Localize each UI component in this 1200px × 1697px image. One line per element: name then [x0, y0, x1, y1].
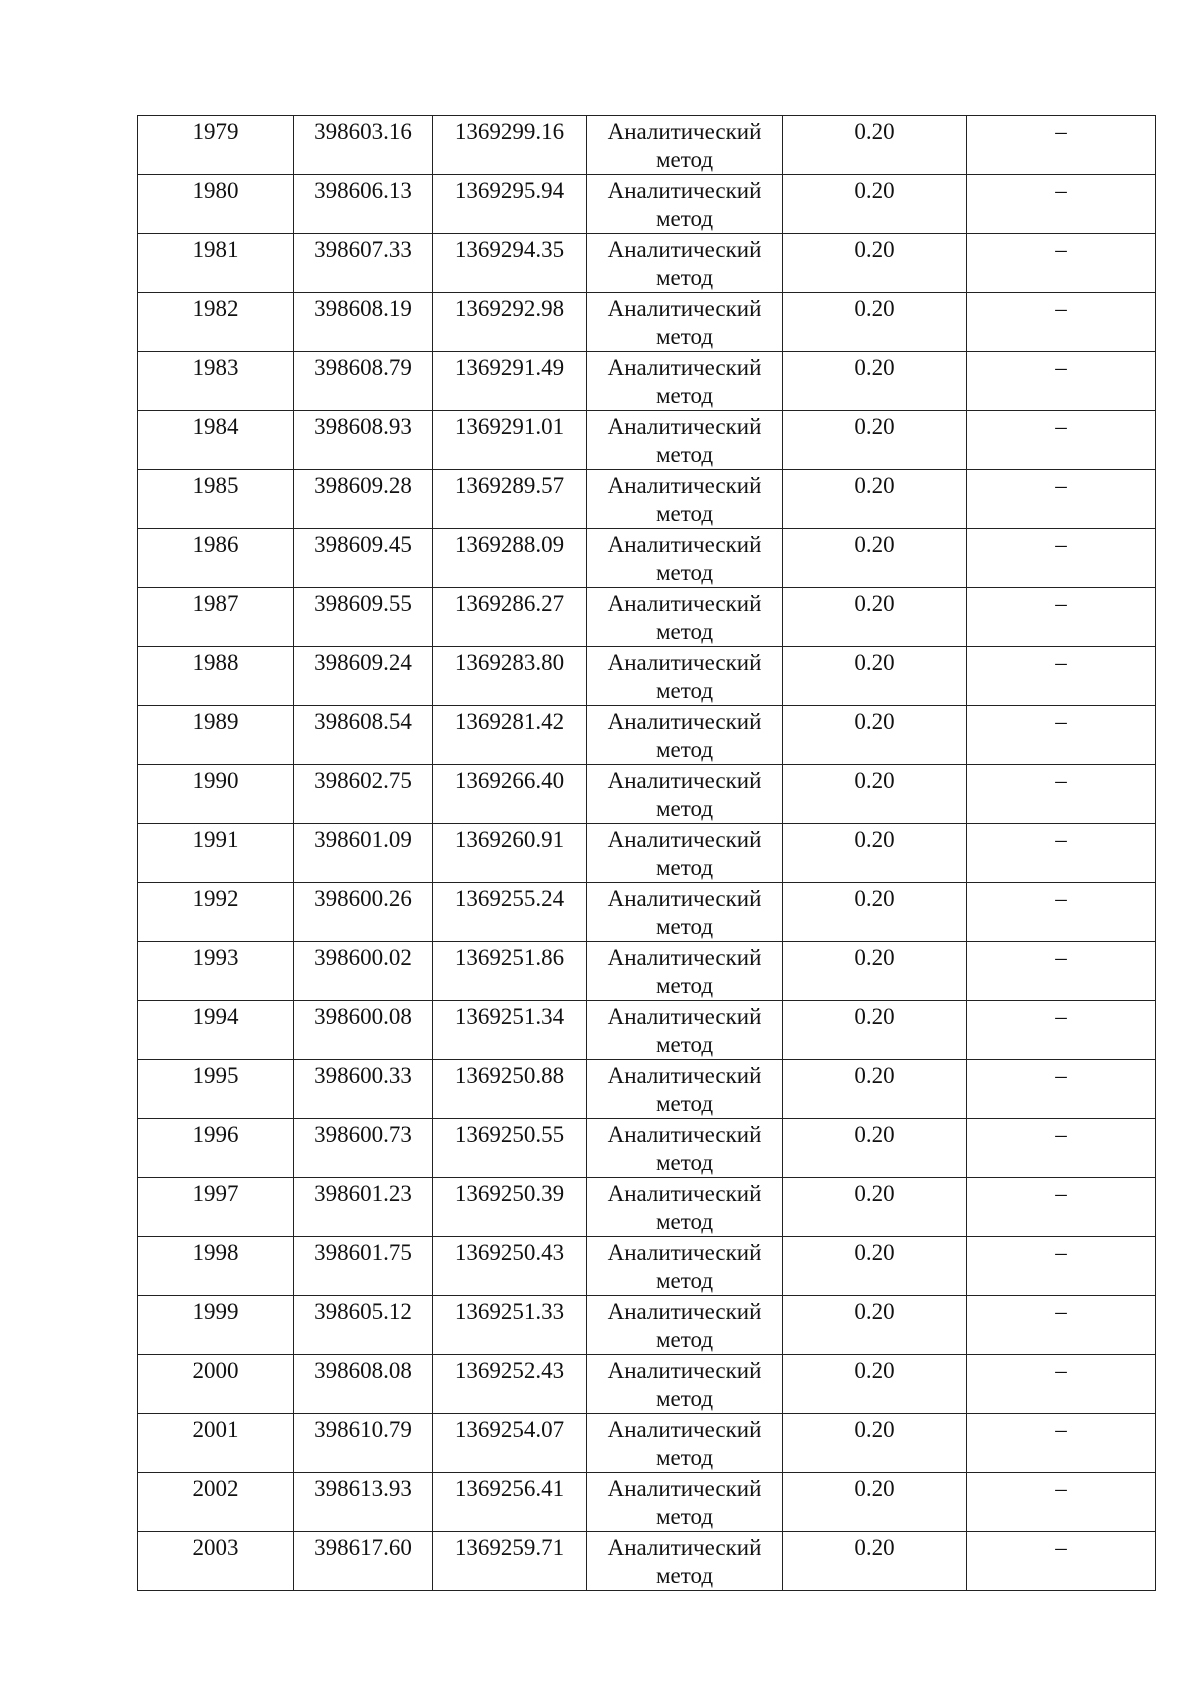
cell-point: 1980 — [138, 175, 294, 234]
cell-point: 2001 — [138, 1414, 294, 1473]
cell-point: 1994 — [138, 1001, 294, 1060]
cell-accuracy: 0.20 — [783, 529, 967, 588]
cell-y: 1369256.41 — [433, 1473, 587, 1532]
cell-x: 398601.23 — [294, 1178, 433, 1237]
cell-point: 1979 — [138, 116, 294, 175]
cell-method: Аналитический метод — [587, 942, 783, 1001]
coordinates-table-body — [138, 116, 1156, 1591]
cell-point: 1987 — [138, 588, 294, 647]
cell-y: 1369259.71 — [433, 1532, 587, 1591]
cell-x: 398607.33 — [294, 234, 433, 293]
cell-note: – — [967, 1001, 1156, 1060]
cell-note: – — [967, 1119, 1156, 1178]
cell-x: 398609.28 — [294, 470, 433, 529]
cell-note: – — [967, 1296, 1156, 1355]
cell-y: 1369250.43 — [433, 1237, 587, 1296]
cell-y: 1369281.42 — [433, 706, 587, 765]
cell-point: 1999 — [138, 1296, 294, 1355]
cell-point: 1986 — [138, 529, 294, 588]
table-row — [138, 1355, 1156, 1414]
cell-accuracy: 0.20 — [783, 1001, 967, 1060]
cell-method: Аналитический метод — [587, 352, 783, 411]
cell-accuracy: 0.20 — [783, 1237, 967, 1296]
cell-x: 398608.54 — [294, 706, 433, 765]
cell-point: 1983 — [138, 352, 294, 411]
cell-x: 398606.13 — [294, 175, 433, 234]
cell-method: Аналитический метод — [587, 116, 783, 175]
cell-accuracy: 0.20 — [783, 647, 967, 706]
cell-x: 398600.33 — [294, 1060, 433, 1119]
cell-x: 398601.09 — [294, 824, 433, 883]
cell-note: – — [967, 529, 1156, 588]
cell-method: Аналитический метод — [587, 293, 783, 352]
cell-accuracy: 0.20 — [783, 411, 967, 470]
cell-point: 1991 — [138, 824, 294, 883]
cell-note: – — [967, 411, 1156, 470]
cell-method: Аналитический метод — [587, 175, 783, 234]
cell-y: 1369291.49 — [433, 352, 587, 411]
table-row — [138, 529, 1156, 588]
cell-x: 398608.08 — [294, 1355, 433, 1414]
cell-note: – — [967, 1414, 1156, 1473]
cell-accuracy: 0.20 — [783, 116, 967, 175]
table-row — [138, 234, 1156, 293]
cell-y: 1369295.94 — [433, 175, 587, 234]
cell-y: 1369250.88 — [433, 1060, 587, 1119]
cell-accuracy: 0.20 — [783, 1414, 967, 1473]
cell-y: 1369289.57 — [433, 470, 587, 529]
cell-x: 398609.45 — [294, 529, 433, 588]
cell-note: – — [967, 1473, 1156, 1532]
cell-accuracy: 0.20 — [783, 588, 967, 647]
cell-note: – — [967, 293, 1156, 352]
cell-note: – — [967, 352, 1156, 411]
cell-point: 1984 — [138, 411, 294, 470]
cell-method: Аналитический метод — [587, 1060, 783, 1119]
cell-note: – — [967, 234, 1156, 293]
cell-y: 1369250.39 — [433, 1178, 587, 1237]
table-row — [138, 588, 1156, 647]
cell-x: 398608.79 — [294, 352, 433, 411]
table-row — [138, 1473, 1156, 1532]
cell-point: 1989 — [138, 706, 294, 765]
cell-y: 1369251.86 — [433, 942, 587, 1001]
cell-x: 398608.19 — [294, 293, 433, 352]
table-row — [138, 293, 1156, 352]
cell-y: 1369252.43 — [433, 1355, 587, 1414]
coordinates-table — [137, 115, 1156, 1591]
cell-y: 1369254.07 — [433, 1414, 587, 1473]
cell-y: 1369294.35 — [433, 234, 587, 293]
cell-y: 1369260.91 — [433, 824, 587, 883]
cell-accuracy: 0.20 — [783, 706, 967, 765]
cell-accuracy: 0.20 — [783, 470, 967, 529]
cell-note: – — [967, 647, 1156, 706]
cell-x: 398602.75 — [294, 765, 433, 824]
cell-x: 398610.79 — [294, 1414, 433, 1473]
cell-accuracy: 0.20 — [783, 1473, 967, 1532]
cell-point: 1997 — [138, 1178, 294, 1237]
table-row — [138, 1414, 1156, 1473]
table-row — [138, 352, 1156, 411]
cell-note: – — [967, 588, 1156, 647]
cell-accuracy: 0.20 — [783, 352, 967, 411]
cell-x: 398600.73 — [294, 1119, 433, 1178]
cell-point: 2002 — [138, 1473, 294, 1532]
cell-note: – — [967, 175, 1156, 234]
cell-note: – — [967, 824, 1156, 883]
cell-method: Аналитический метод — [587, 1119, 783, 1178]
cell-point: 1996 — [138, 1119, 294, 1178]
table-row — [138, 1119, 1156, 1178]
cell-point: 1985 — [138, 470, 294, 529]
cell-method: Аналитический метод — [587, 706, 783, 765]
cell-y: 1369250.55 — [433, 1119, 587, 1178]
cell-method: Аналитический метод — [587, 234, 783, 293]
cell-note: – — [967, 470, 1156, 529]
cell-accuracy: 0.20 — [783, 1178, 967, 1237]
cell-accuracy: 0.20 — [783, 1532, 967, 1591]
table-row — [138, 1178, 1156, 1237]
cell-accuracy: 0.20 — [783, 765, 967, 824]
table-row — [138, 647, 1156, 706]
cell-method: Аналитический метод — [587, 1237, 783, 1296]
cell-accuracy: 0.20 — [783, 1355, 967, 1414]
table-row — [138, 1001, 1156, 1060]
cell-method: Аналитический метод — [587, 470, 783, 529]
cell-method: Аналитический метод — [587, 1178, 783, 1237]
cell-x: 398601.75 — [294, 1237, 433, 1296]
table-row — [138, 1296, 1156, 1355]
table-row — [138, 1237, 1156, 1296]
cell-note: – — [967, 883, 1156, 942]
table-row — [138, 883, 1156, 942]
cell-method: Аналитический метод — [587, 1414, 783, 1473]
cell-note: – — [967, 1237, 1156, 1296]
cell-note: – — [967, 706, 1156, 765]
table-row — [138, 470, 1156, 529]
table-row — [138, 175, 1156, 234]
cell-method: Аналитический метод — [587, 1532, 783, 1591]
cell-x: 398600.26 — [294, 883, 433, 942]
cell-x: 398609.55 — [294, 588, 433, 647]
cell-point: 1981 — [138, 234, 294, 293]
table-row — [138, 824, 1156, 883]
cell-y: 1369255.24 — [433, 883, 587, 942]
cell-note: – — [967, 1178, 1156, 1237]
cell-accuracy: 0.20 — [783, 175, 967, 234]
cell-accuracy: 0.20 — [783, 824, 967, 883]
cell-method: Аналитический метод — [587, 883, 783, 942]
cell-y: 1369288.09 — [433, 529, 587, 588]
cell-note: – — [967, 116, 1156, 175]
cell-y: 1369251.33 — [433, 1296, 587, 1355]
cell-point: 2003 — [138, 1532, 294, 1591]
cell-y: 1369299.16 — [433, 116, 587, 175]
cell-x: 398605.12 — [294, 1296, 433, 1355]
cell-x: 398617.60 — [294, 1532, 433, 1591]
cell-accuracy: 0.20 — [783, 942, 967, 1001]
cell-note: – — [967, 1355, 1156, 1414]
cell-method: Аналитический метод — [587, 411, 783, 470]
cell-y: 1369283.80 — [433, 647, 587, 706]
cell-point: 1995 — [138, 1060, 294, 1119]
table-row — [138, 706, 1156, 765]
cell-note: – — [967, 942, 1156, 1001]
table-row — [138, 1060, 1156, 1119]
cell-point: 1990 — [138, 765, 294, 824]
cell-accuracy: 0.20 — [783, 293, 967, 352]
cell-accuracy: 0.20 — [783, 1060, 967, 1119]
table-row — [138, 765, 1156, 824]
table-row — [138, 942, 1156, 1001]
cell-point: 1988 — [138, 647, 294, 706]
cell-point: 1992 — [138, 883, 294, 942]
cell-note: – — [967, 765, 1156, 824]
cell-point: 1982 — [138, 293, 294, 352]
cell-note: – — [967, 1532, 1156, 1591]
cell-accuracy: 0.20 — [783, 234, 967, 293]
cell-x: 398600.02 — [294, 942, 433, 1001]
cell-x: 398608.93 — [294, 411, 433, 470]
cell-method: Аналитический метод — [587, 1473, 783, 1532]
cell-y: 1369286.27 — [433, 588, 587, 647]
cell-method: Аналитический метод — [587, 765, 783, 824]
table-row — [138, 116, 1156, 175]
cell-accuracy: 0.20 — [783, 883, 967, 942]
cell-y: 1369291.01 — [433, 411, 587, 470]
cell-point: 2000 — [138, 1355, 294, 1414]
cell-method: Аналитический метод — [587, 1296, 783, 1355]
cell-y: 1369251.34 — [433, 1001, 587, 1060]
cell-method: Аналитический метод — [587, 1001, 783, 1060]
cell-note: – — [967, 1060, 1156, 1119]
cell-point: 1993 — [138, 942, 294, 1001]
table-row — [138, 1532, 1156, 1591]
cell-method: Аналитический метод — [587, 824, 783, 883]
cell-x: 398609.24 — [294, 647, 433, 706]
cell-x: 398600.08 — [294, 1001, 433, 1060]
cell-point: 1998 — [138, 1237, 294, 1296]
cell-method: Аналитический метод — [587, 647, 783, 706]
cell-method: Аналитический метод — [587, 588, 783, 647]
cell-accuracy: 0.20 — [783, 1119, 967, 1178]
cell-method: Аналитический метод — [587, 529, 783, 588]
cell-accuracy: 0.20 — [783, 1296, 967, 1355]
cell-x: 398613.93 — [294, 1473, 433, 1532]
cell-y: 1369292.98 — [433, 293, 587, 352]
cell-method: Аналитический метод — [587, 1355, 783, 1414]
table-row — [138, 411, 1156, 470]
cell-x: 398603.16 — [294, 116, 433, 175]
cell-y: 1369266.40 — [433, 765, 587, 824]
